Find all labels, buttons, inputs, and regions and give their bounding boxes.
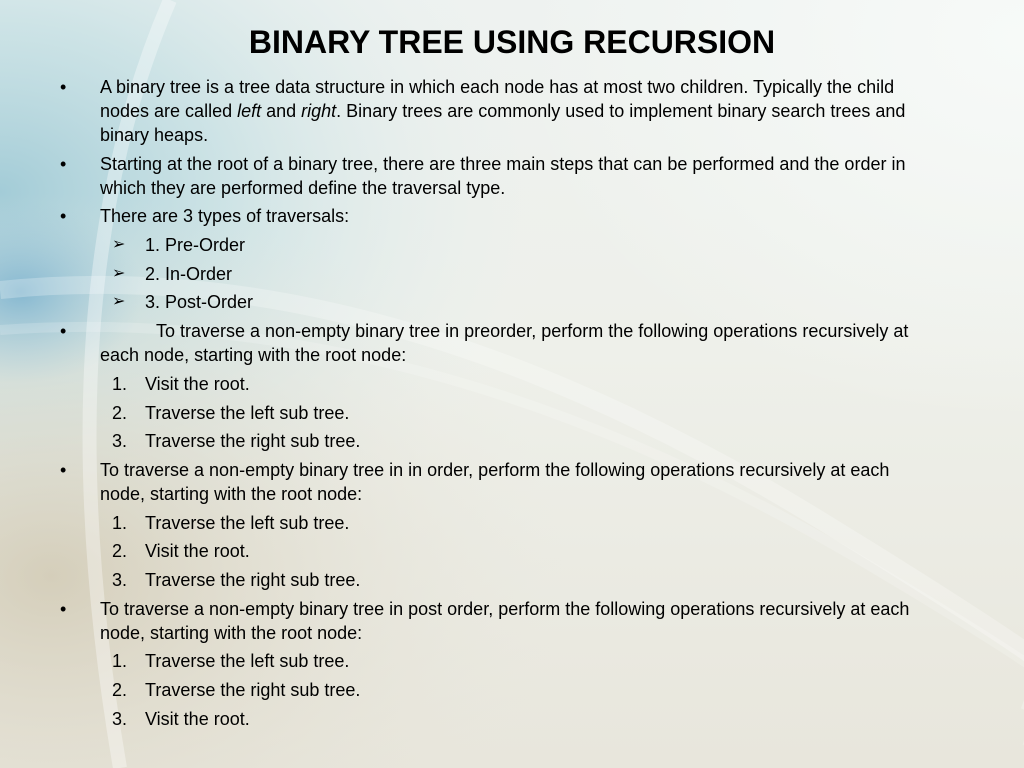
bullet-inorder-intro [0,458,1024,506]
slide-title: BINARY TREE USING RECURSION [248,24,776,60]
bullet-steps-intro [0,152,1024,200]
preorder-step [0,401,1024,425]
step-text: Traverse the right sub tree. [145,680,361,700]
bullet-marker: • [60,321,67,342]
step-text: Traverse the right sub tree. [145,569,361,590]
step-text: Traverse the left sub tree. [145,512,350,533]
inorder-step [0,568,1024,592]
slide-body [0,75,1024,735]
bullet-marker: • [60,153,67,174]
postorder-step [0,678,1024,702]
bullet-preorder-intro [0,319,1024,367]
step-text: Traverse the left sub tree. [145,402,350,423]
step-text: Traverse the left sub tree. [145,651,350,672]
bullet-marker: • [60,77,67,97]
step-number: 3. [112,569,128,590]
step-number: 2. [112,680,128,700]
bullet-text: There are 3 types of traversals: [100,206,350,227]
bullet-text: To traverse a non-empty binary tree in in order, perform the following operations recursively at each node, starting with the root node: [100,459,890,504]
step-number: 2. [112,402,128,423]
postorder-step [0,707,1024,731]
italic-right: right [301,101,337,121]
traversal-type-label: 2. In-Order [145,263,233,284]
traversal-type-label: 3. Post-Order [145,292,254,313]
preorder-step [0,429,1024,453]
traversal-type-item [0,262,1024,286]
bullet-marker: • [60,459,67,480]
bullet-text: To traverse a non-empty binary tree in post order, perform the following operations recursively at each node, starting with the root node: [100,598,910,643]
step-text: Traverse the right sub tree. [145,431,361,452]
inorder-step [0,539,1024,563]
traversal-type-label: 1. Pre-Order [145,235,246,256]
bullet-marker: • [60,206,67,227]
bullet-intro [0,75,1024,147]
step-number: 2. [112,541,128,562]
bullet-text: Starting at the root of a binary tree, there are three main steps that can be performed and the order in which they are performed define the traversal type. [100,153,906,198]
traversal-type-item [0,233,1024,257]
step-text: Visit the root. [145,708,250,729]
arrow-bullet-icon: ➢ [112,236,126,254]
bullet-text: To traverse a non-empty binary tree in preorder, perform the following operations recursively at each node, starting with the root node: [100,321,909,366]
step-text: Visit the root. [145,373,250,394]
arrow-bullet-icon: ➢ [112,264,126,282]
bullet-types-intro [0,204,1024,228]
traversal-type-item [0,290,1024,314]
italic-left: left [237,101,262,121]
arrow-bullet-icon: ➢ [112,293,126,311]
step-number: 3. [112,431,128,452]
step-text: Visit the root. [145,541,250,562]
postorder-step [0,649,1024,673]
bullet-marker: • [60,598,67,619]
step-number: 1. [112,651,128,672]
step-number: 1. [112,512,128,533]
step-number: 1. [112,373,128,394]
bullet-postorder-intro [0,597,1024,645]
bullet-text: A binary tree is a tree data structure in which each node has at most two children. Typically the child nodes are called left and right. Binary trees are commonly used to implement binary search trees and binary heaps. [100,77,906,145]
inorder-step [0,511,1024,535]
preorder-step [0,372,1024,396]
step-number: 3. [112,708,128,729]
